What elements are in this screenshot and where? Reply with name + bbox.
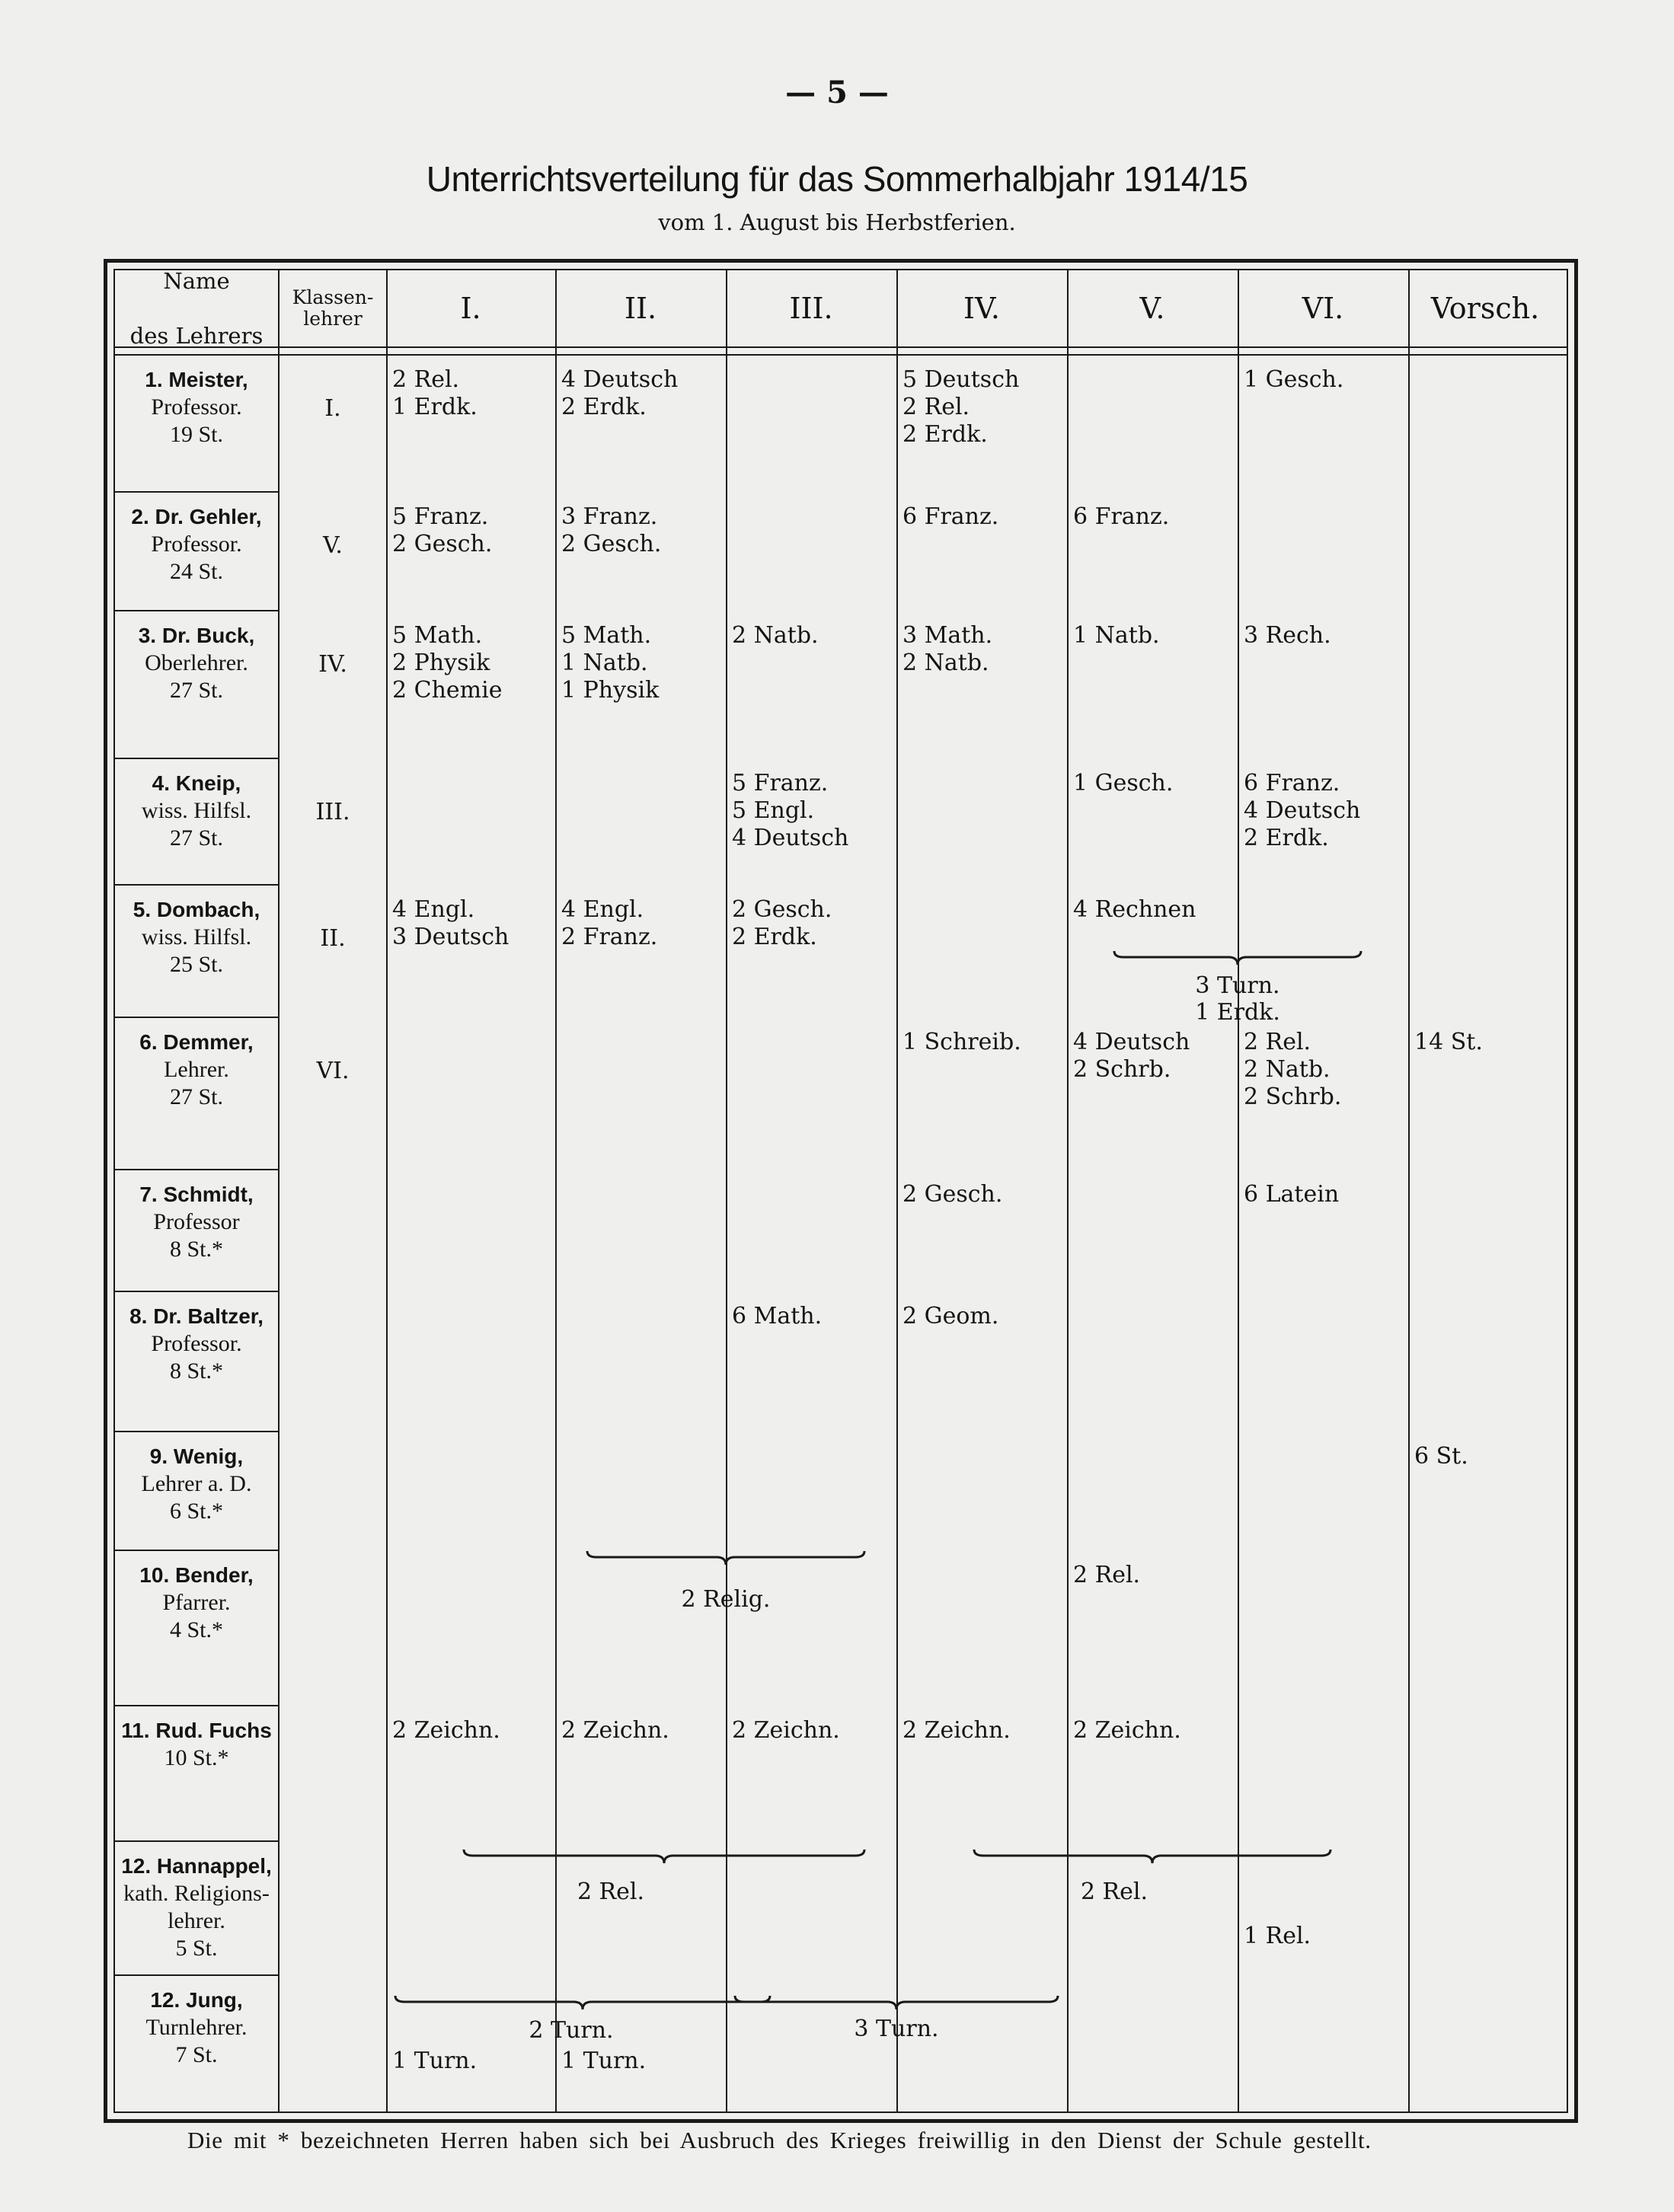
subject-entry: 6 Franz. — [1244, 770, 1340, 796]
teacher-hours: 8 St.* — [169, 1237, 224, 1262]
teacher-role: Professor. — [151, 394, 242, 420]
cell-v — [1073, 1562, 1140, 1589]
header-class-iii: III. — [789, 292, 833, 325]
subject-entry: 2 Turn. — [529, 2017, 614, 2044]
klassenlehrer-value: II. — [320, 925, 346, 952]
subject-entry: 2 Natb. — [732, 622, 819, 649]
teacher-role: Turnlehrer. — [145, 2015, 248, 2040]
subject-entry: 6 St. — [1414, 1443, 1468, 1470]
column-rule — [726, 270, 727, 2111]
subject-entry: 2 Rel. — [392, 366, 460, 393]
teacher-cell — [115, 1987, 278, 2069]
subject-entry: 2 Schrb. — [1244, 1084, 1342, 1110]
span-iii-iv — [726, 2016, 1067, 2042]
column-rule — [896, 270, 898, 2111]
schedule-grid — [113, 269, 1568, 2113]
brace-iv-vi — [973, 1848, 1332, 1866]
cell-ii — [561, 2048, 646, 2075]
teacher-role: kath. Religions- lehrer. — [123, 1881, 270, 1933]
span-i-iii — [386, 1878, 835, 1905]
subject-entry: 2 Erdk. — [902, 421, 988, 448]
subject-entry: 2 Geom. — [902, 1303, 999, 1329]
span-ii-iii — [555, 1586, 896, 1613]
subject-entry: 5 Franz. — [732, 770, 829, 796]
subject-entry: 2 Natb. — [902, 650, 989, 676]
teacher-name: 10. Bender, — [139, 1563, 254, 1587]
cell-ii — [561, 503, 661, 558]
klassenlehrer-value: III. — [315, 799, 350, 825]
teacher-name: 11. Rud. Fuchs — [121, 1719, 272, 1742]
header-rule — [115, 346, 1567, 348]
subject-entry: 4 Deutsch — [1244, 797, 1361, 824]
span-i-ii — [417, 2017, 726, 2044]
row-rule — [115, 610, 278, 611]
teacher-cell — [115, 1443, 278, 1525]
subject-entry: 1 Natb. — [561, 650, 648, 676]
cell-iv — [902, 1717, 1011, 1744]
subject-entry: 14 St. — [1414, 1029, 1483, 1055]
teacher-cell — [115, 896, 278, 978]
header-rule — [115, 354, 1567, 356]
subject-entry: 2 Relig. — [681, 1586, 771, 1613]
subject-entry: 3 Deutsch — [392, 924, 510, 950]
row-rule — [115, 1840, 278, 1842]
subject-entry: 3 Turn. — [854, 2016, 939, 2042]
cell-iii — [732, 622, 819, 650]
row-rule — [115, 758, 278, 759]
teacher-hours: 4 St.* — [169, 1617, 224, 1642]
teacher-role: Lehrer a. D. — [141, 1471, 252, 1496]
subject-entry: 1 Turn. — [561, 2048, 647, 2074]
cell-v — [1073, 1029, 1190, 1084]
subject-entry: 3 Rech. — [1244, 622, 1331, 649]
row-rule — [115, 1550, 278, 1551]
cell-vi — [1244, 1029, 1341, 1111]
subject-entry: 1 Gesch. — [1244, 366, 1344, 393]
teacher-role: wiss. Hilfsl. — [141, 924, 252, 950]
teacher-name: 3. Dr. Buck, — [138, 624, 255, 647]
subject-entry: 6 Franz. — [902, 503, 999, 530]
cell-iii — [732, 1303, 822, 1330]
column-rule — [1238, 270, 1239, 2111]
cell-iii — [732, 1717, 840, 1744]
page-number: — 5 — — [785, 75, 889, 110]
subject-entry: 6 Latein — [1244, 1181, 1340, 1208]
teacher-cell — [115, 1853, 278, 1962]
span-v-vi — [1067, 972, 1408, 1026]
header-class-v: V. — [1139, 292, 1165, 325]
row-rule — [115, 1017, 278, 1018]
teacher-cell — [115, 1181, 278, 1263]
cell-vorsch — [1414, 1443, 1468, 1470]
klassenlehrer-value: VI. — [316, 1058, 350, 1084]
subject-entry: 5 Franz. — [392, 503, 489, 530]
teacher-cell — [115, 366, 278, 448]
subject-entry: 2 Rel. — [1080, 1878, 1148, 1905]
cell-i — [392, 622, 502, 704]
header-name-col — [115, 268, 278, 349]
cell-iv — [902, 1181, 1002, 1208]
cell-iii — [732, 896, 832, 951]
header-class-iv: IV. — [963, 292, 1000, 325]
subject-entry: 2 Gesch. — [732, 896, 832, 923]
cell-iv — [902, 503, 998, 531]
subject-entry: 6 Franz. — [1073, 503, 1170, 530]
teacher-name: 7. Schmidt, — [139, 1183, 254, 1206]
subject-entry: 2 Zeichn. — [1073, 1717, 1181, 1744]
subject-entry: 2 Erdk. — [561, 394, 647, 420]
cell-vi — [1244, 770, 1360, 852]
cell-vi — [1244, 1923, 1311, 1950]
teacher-hours: 27 St. — [169, 825, 224, 851]
column-rule — [1408, 270, 1410, 2111]
teacher-role: Professor — [153, 1209, 240, 1234]
subject-entry: 2 Erdk. — [1244, 825, 1329, 851]
footnote: Die mit * bezeichneten Herren haben sich bei Ausbruch des Krieges freiwillig in den Dienst der Schule gestellt. — [187, 2127, 1372, 2153]
teacher-name: 6. Demmer, — [139, 1030, 254, 1054]
subject-entry: 1 Turn. — [392, 2048, 478, 2074]
subject-entry: 4 Deutsch — [561, 366, 679, 393]
brace-ii-iii — [586, 1550, 866, 1568]
header-class-ii: II. — [624, 292, 657, 325]
teacher-role: Lehrer. — [164, 1057, 229, 1082]
cell-vorsch — [1414, 1029, 1483, 1056]
subject-entry: 2 Gesch. — [561, 531, 662, 557]
teacher-role: wiss. Hilfsl. — [141, 798, 252, 823]
page-title: Unterrichtsverteilung für das Sommerhalbjahr 1914/15 — [426, 159, 1248, 199]
subject-entry: 4 Deutsch — [732, 825, 849, 851]
subject-entry: 1 Physik — [561, 677, 660, 704]
teacher-name: 2. Dr. Gehler, — [131, 505, 262, 528]
subject-entry: 1 Natb. — [1073, 622, 1160, 649]
subject-entry: 2 Rel. — [1073, 1562, 1141, 1588]
subject-entry: 2 Rel. — [577, 1878, 645, 1905]
subject-entry: 4 Deutsch — [1073, 1029, 1190, 1055]
teacher-hours: 8 St.* — [169, 1358, 224, 1384]
column-rule — [555, 270, 557, 2111]
brace-iii-iv — [733, 1994, 1059, 2013]
teacher-hours: 25 St. — [169, 952, 224, 977]
subject-entry: 1 Rel. — [1244, 1923, 1311, 1949]
teacher-cell — [115, 622, 278, 704]
klassenlehrer-value: I. — [324, 395, 341, 422]
subject-entry: 2 Zeichn. — [392, 1717, 500, 1744]
header-klassenlehrer-label: Klassen- — [292, 286, 374, 308]
subject-entry: 3 Franz. — [561, 503, 658, 530]
schedule-table — [104, 259, 1578, 2123]
cell-v — [1073, 770, 1173, 797]
subject-entry: 4 Rechnen — [1073, 896, 1196, 923]
cell-v — [1073, 622, 1160, 650]
subject-entry: 2 Zeichn. — [902, 1717, 1011, 1744]
subject-entry: 1 Schreib. — [902, 1029, 1021, 1055]
row-rule — [115, 1705, 278, 1706]
teacher-name: 12. Hannappel, — [121, 1854, 272, 1878]
subject-entry: 5 Math. — [392, 622, 483, 649]
subject-entry: 6 Math. — [732, 1303, 823, 1329]
cell-iv — [902, 1303, 998, 1330]
row-rule — [115, 884, 278, 886]
cell-iv — [902, 622, 992, 677]
teacher-hours: 19 St. — [169, 422, 224, 447]
header-name-label-2: des Lehrers — [129, 323, 264, 349]
subject-entry: 2 Gesch. — [392, 531, 493, 557]
column-rule — [1067, 270, 1069, 2111]
teacher-cell — [115, 1717, 278, 1772]
teacher-role: Professor. — [151, 1331, 242, 1356]
cell-v — [1073, 896, 1196, 924]
cell-v — [1073, 1717, 1181, 1744]
cell-i — [392, 1717, 500, 1744]
teacher-name: 1. Meister, — [145, 368, 248, 391]
cell-iii — [732, 770, 848, 852]
header-klassenlehrer — [280, 270, 386, 346]
teacher-name: 4. Kneip, — [152, 771, 241, 795]
cell-ii — [561, 622, 659, 704]
subject-entry: 2 Physik — [392, 650, 490, 676]
subject-entry: 2 Franz. — [561, 924, 658, 950]
cell-v — [1073, 503, 1169, 531]
teacher-name: 12. Jung, — [150, 1988, 243, 2012]
brace-v-vi — [1113, 950, 1363, 968]
subject-entry: 2 Rel. — [902, 394, 970, 420]
teacher-cell — [115, 1562, 278, 1644]
teacher-cell — [115, 770, 278, 852]
cell-vi — [1244, 366, 1343, 394]
klassenlehrer-value: IV. — [318, 651, 347, 678]
row-rule — [115, 491, 278, 493]
subject-entry: 2 Zeichn. — [561, 1717, 669, 1744]
teacher-role: Professor. — [151, 531, 242, 557]
teacher-role: Pfarrer. — [162, 1590, 231, 1615]
subject-entry: 2 Gesch. — [902, 1181, 1003, 1208]
header-class-i: I. — [460, 292, 481, 325]
teacher-role: Oberlehrer. — [145, 650, 248, 675]
cell-i — [392, 503, 492, 558]
header-class-vorsch: Vorsch. — [1430, 292, 1540, 325]
teacher-name: 8. Dr. Baltzer, — [129, 1304, 264, 1328]
teacher-cell — [115, 1303, 278, 1385]
subject-entry: 3 Turn. — [1195, 972, 1280, 999]
subject-entry: 2 Zeichn. — [732, 1717, 840, 1744]
subject-entry: 5 Deutsch — [902, 366, 1020, 393]
subject-entry: 2 Schrb. — [1073, 1056, 1171, 1083]
cell-i — [392, 366, 478, 421]
subject-entry: 2 Erdk. — [732, 924, 817, 950]
cell-ii — [561, 366, 678, 421]
subject-entry: 4 Engl. — [392, 896, 475, 923]
subject-entry: 1 Gesch. — [1073, 770, 1174, 796]
cell-ii — [561, 1717, 669, 1744]
cell-iv — [902, 366, 1019, 448]
teacher-hours: 7 St. — [175, 2042, 218, 2067]
subject-entry: 1 Erdk. — [1195, 999, 1280, 1026]
row-rule — [115, 1291, 278, 1292]
cell-vi — [1244, 622, 1331, 650]
teacher-name: 5. Dombach, — [133, 898, 260, 921]
header-class-vi: VI. — [1302, 292, 1344, 325]
teacher-hours: 27 St. — [169, 1084, 224, 1109]
subject-entry: 5 Math. — [561, 622, 652, 649]
brace-i-iii — [462, 1848, 866, 1866]
klassenlehrer-value: V. — [323, 532, 343, 559]
header-klassenlehrer-label: lehrer — [303, 308, 363, 330]
subject-entry: 4 Engl. — [561, 896, 644, 923]
brace-i-ii — [394, 1994, 772, 2013]
cell-vi — [1244, 1181, 1339, 1208]
subject-entry: 2 Chemie — [392, 677, 503, 704]
cell-ii — [561, 896, 657, 951]
row-rule — [115, 1431, 278, 1432]
subject-entry: 1 Erdk. — [392, 394, 478, 420]
teacher-cell — [115, 503, 278, 586]
teacher-hours: 10 St.* — [164, 1745, 229, 1770]
cell-i — [392, 896, 509, 951]
teacher-hours: 5 St. — [175, 1936, 218, 1961]
teacher-cell — [115, 1029, 278, 1111]
cell-i — [392, 2048, 477, 2075]
span-iv-vi — [896, 1878, 1332, 1905]
column-rule — [386, 270, 388, 2111]
teacher-hours: 6 St.* — [169, 1499, 224, 1524]
teacher-hours: 24 St. — [169, 559, 224, 584]
row-rule — [115, 1169, 278, 1170]
subject-entry: 2 Natb. — [1244, 1056, 1331, 1083]
teacher-name: 9. Wenig, — [149, 1444, 244, 1468]
cell-iv — [902, 1029, 1021, 1056]
subject-entry: 2 Rel. — [1244, 1029, 1311, 1055]
page-subtitle: vom 1. August bis Herbstferien. — [658, 209, 1016, 235]
teacher-hours: 27 St. — [169, 678, 224, 703]
subject-entry: 3 Math. — [902, 622, 993, 649]
subject-entry: 5 Engl. — [732, 797, 815, 824]
header-name-label: Name — [163, 268, 230, 294]
row-rule — [115, 1974, 278, 1976]
